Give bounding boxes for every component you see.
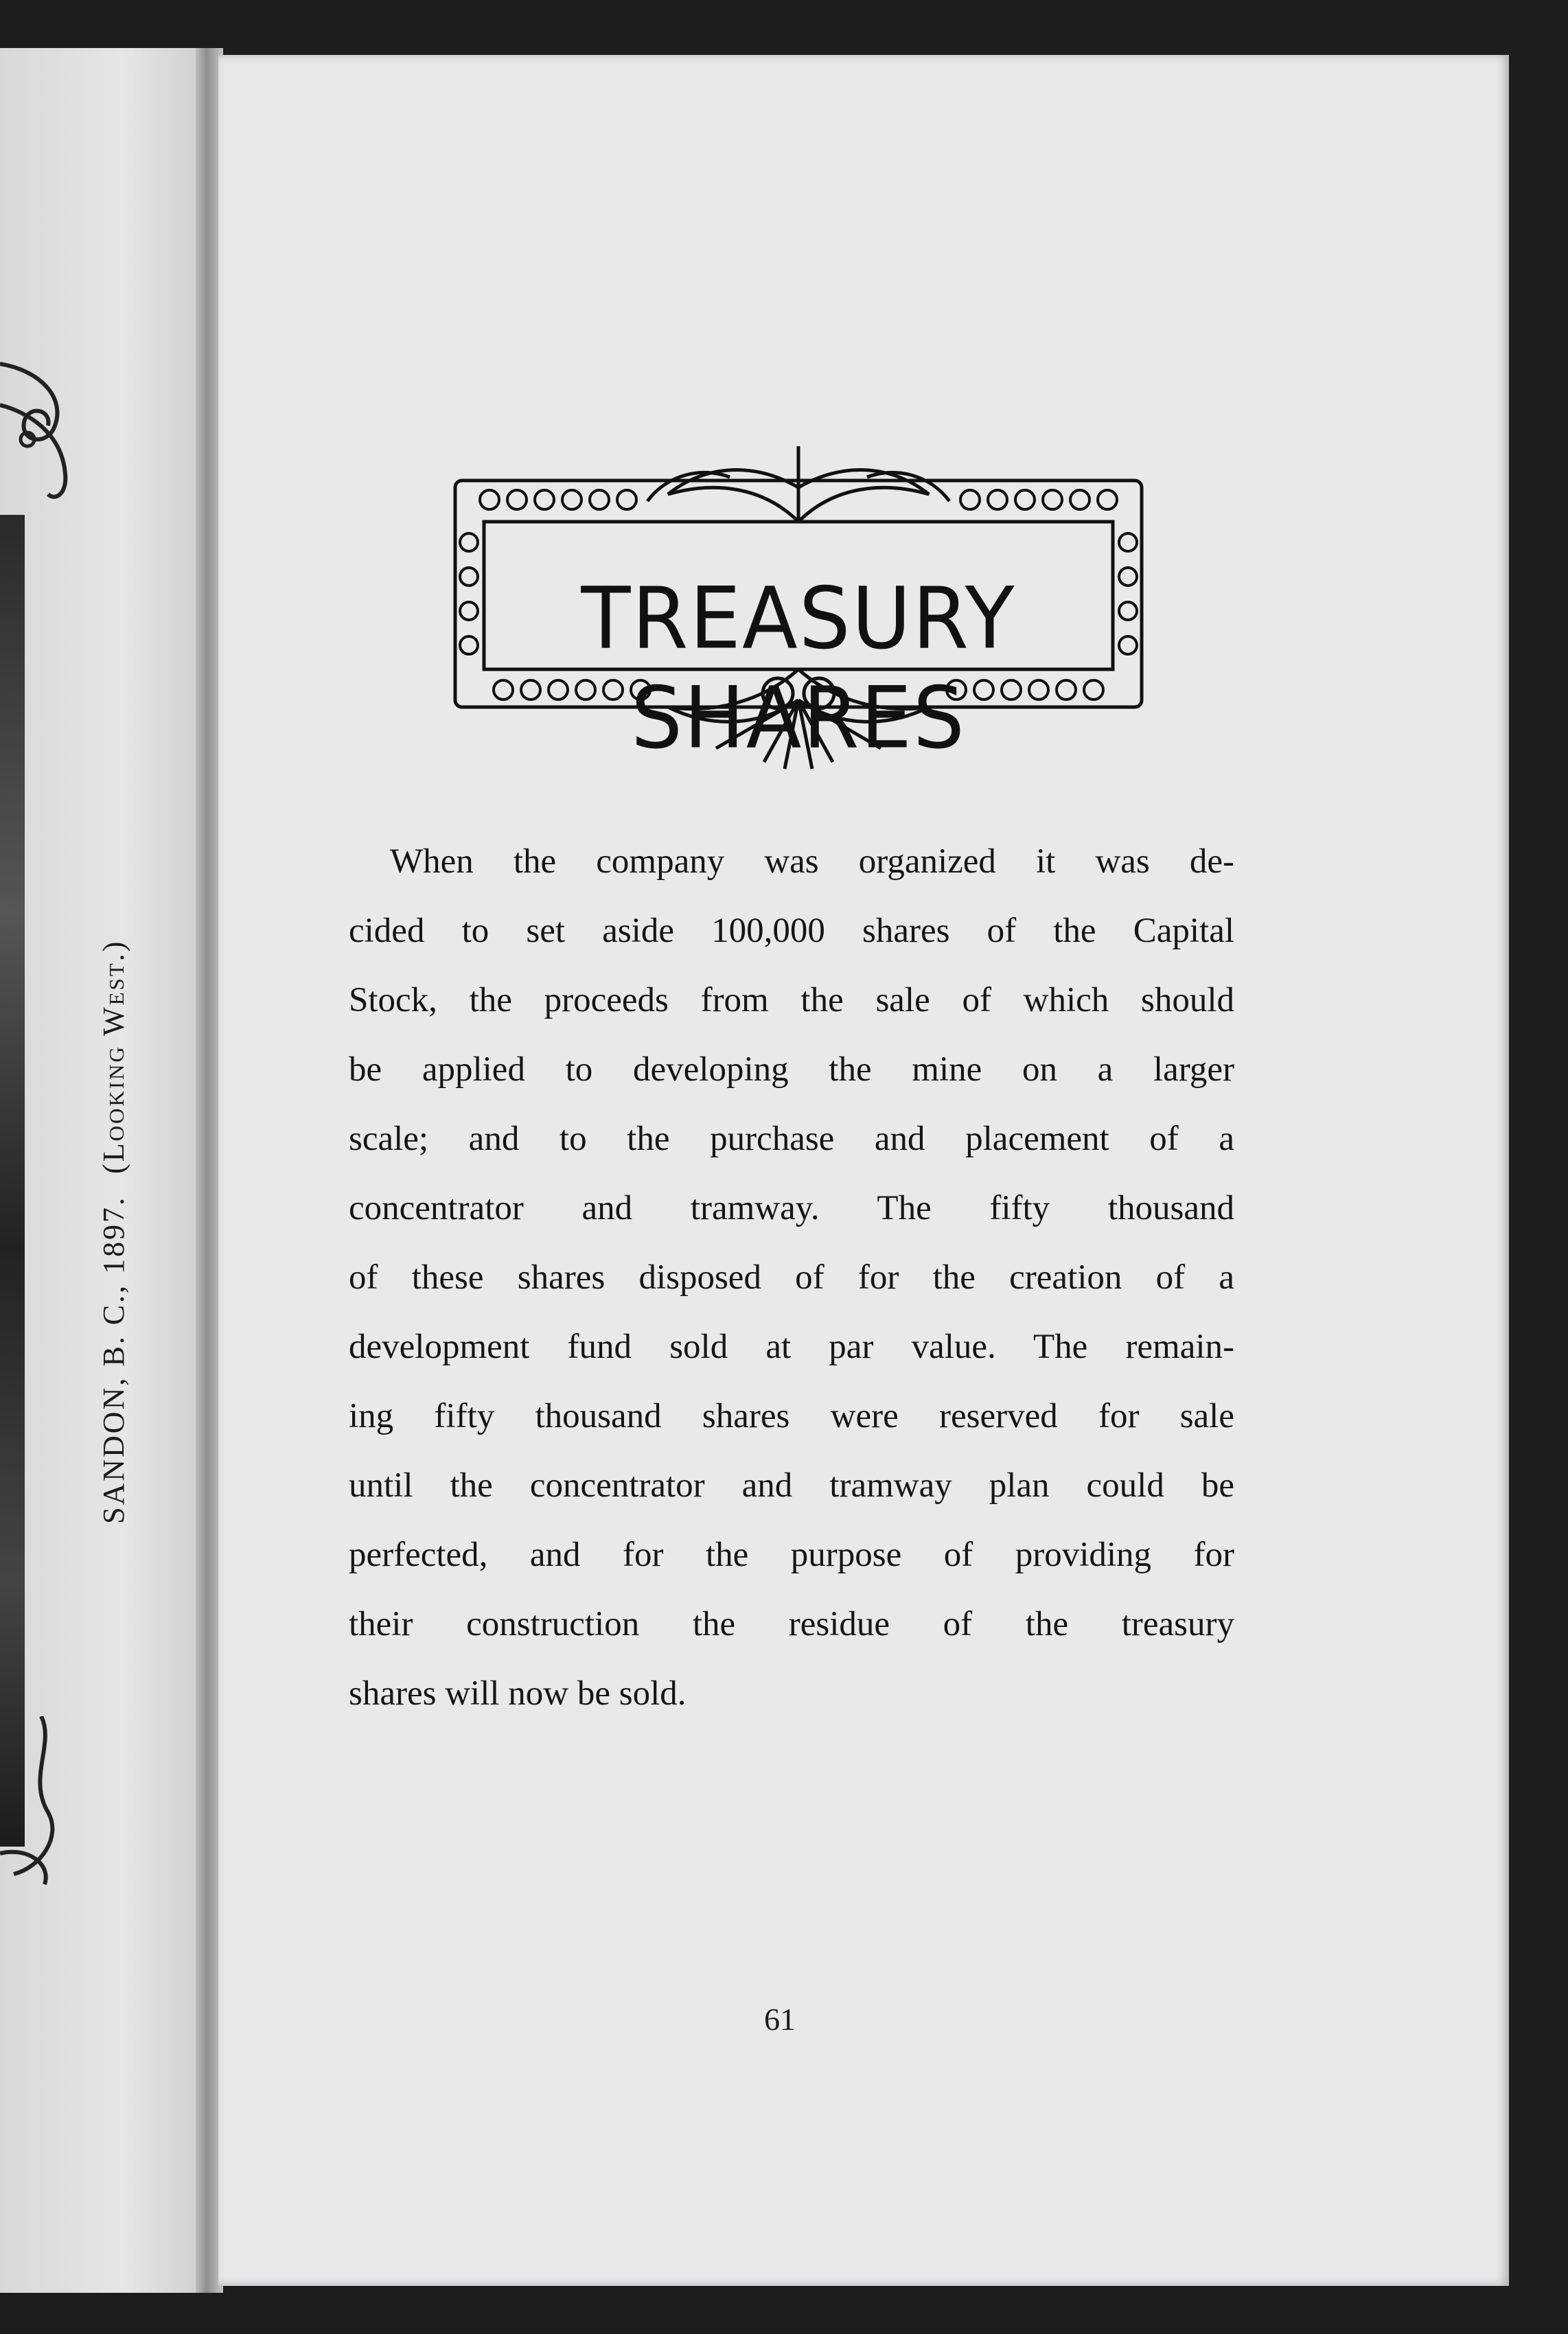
text-line: concentrator and tramway. The fifty thousand	[349, 1189, 1234, 1227]
text-line: Stock, the proceeds from the sale of which should	[349, 981, 1234, 1019]
text-line: perfected, and for the purpose of providing for	[349, 1536, 1234, 1574]
text-line: ing fifty thousand shares were reserved for sale	[349, 1397, 1234, 1435]
text-line: until the concentrator and tramway plan could be	[349, 1466, 1234, 1505]
photo-caption	[96, 927, 131, 1524]
left-page	[0, 48, 206, 2293]
treasury-shares-banner	[441, 419, 1155, 789]
page-title: TREASURY SHARES	[581, 568, 1016, 767]
text-line: development fund sold at par value. The remain-	[349, 1328, 1234, 1366]
text-line: cided to set aside 100,000 shares of the Capital	[349, 912, 1234, 950]
page-number: 61	[764, 2002, 796, 2037]
text-line: be applied to developing the mine on a larger	[349, 1050, 1234, 1089]
ornament-scroll-bottom	[0, 1716, 82, 1895]
body-paragraph	[349, 827, 1234, 1729]
caption-place: SANDON, B. C., 1897.	[97, 1195, 130, 1524]
text-line: of these shares disposed of for the creation of a	[349, 1258, 1234, 1297]
right-page	[218, 55, 1509, 2286]
text-line: shares will now be sold.	[349, 1674, 687, 1713]
text-line: When the company was organized it was de-	[390, 842, 1234, 881]
text-line: their construction the residue of the treasury	[349, 1605, 1234, 1643]
left-photo-edge	[0, 515, 25, 1847]
ornament-scroll-top	[0, 323, 82, 501]
text-line: scale; and to the purchase and placement of a	[349, 1120, 1234, 1158]
caption-direction: (Looking West.)	[97, 939, 130, 1174]
